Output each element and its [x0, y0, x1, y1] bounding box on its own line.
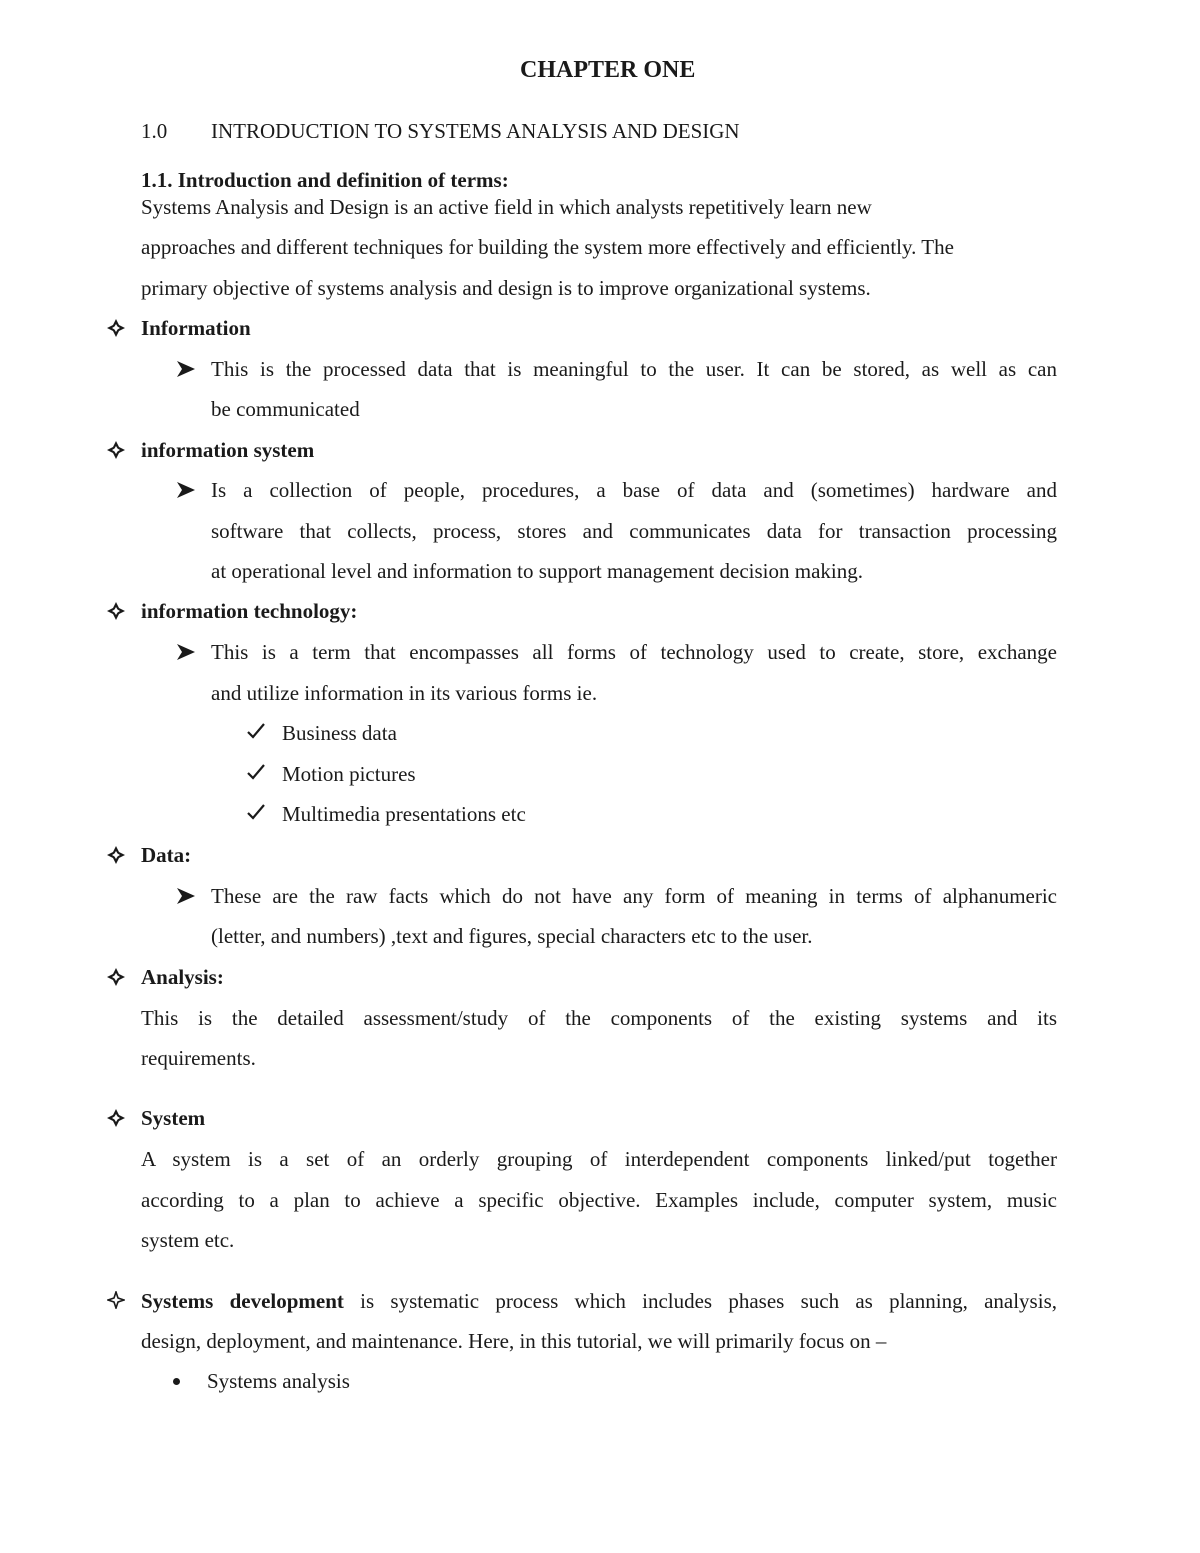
information-system-line-1: Is a collection of people, procedures, a base of data and (sometimes) hardware and [211, 478, 1057, 502]
bullet-dot-icon [173, 1378, 180, 1385]
checklist-item: Motion pictures [282, 762, 416, 786]
term-information-technology-title: information technology: [141, 599, 358, 623]
diamond-bullet-icon [107, 1109, 125, 1127]
section-number: 1.0 [141, 119, 168, 143]
term-analysis-title: Analysis: [141, 965, 224, 989]
intro-line-1: Systems Analysis and Design is an active field in which analysts repetitively learn new [141, 195, 872, 219]
diamond-bullet-icon [107, 319, 125, 337]
system-line-3: system etc. [141, 1228, 235, 1252]
information-system-line-3: at operational level and information to support management decision making. [211, 559, 863, 583]
bullet-item: Systems analysis [207, 1369, 350, 1393]
information-line-2: be communicated [211, 397, 360, 421]
systems-development-line-2: design, deployment, and maintenance. Here, in this tutorial, we will primarily focus on – [141, 1329, 887, 1353]
term-system-title: System [141, 1106, 206, 1130]
hollow-diamond-bullet-icon [107, 1291, 125, 1309]
systems-development-term: Systems development [141, 1289, 344, 1313]
system-line-2: according to a plan to achieve a specific objective. Examples include, computer system, music [141, 1188, 1057, 1212]
section-title: INTRODUCTION TO SYSTEMS ANALYSIS AND DESIGN [211, 119, 740, 143]
arrow-bullet-icon [176, 643, 196, 661]
data-line-1: These are the raw facts which do not have any form of meaning in terms of alphanumeric [211, 884, 1057, 908]
intro-line-2: approaches and different techniques for building the system more effectively and efficiently. The [141, 235, 954, 259]
checklist-item: Multimedia presentations etc [282, 802, 526, 826]
diamond-bullet-icon [107, 441, 125, 459]
checkmark-icon [247, 764, 265, 780]
intro-line-3: primary objective of systems analysis and design is to improve organizational systems. [141, 276, 871, 300]
analysis-line-2: requirements. [141, 1046, 256, 1070]
systems-development-line-1 [141, 1289, 1057, 1313]
term-data-title: Data: [141, 843, 192, 867]
system-line-1: A system is a set of an orderly grouping of interdependent components linked/put together [141, 1147, 1057, 1171]
term-information-title: Information [141, 316, 251, 340]
information-line-1: This is the processed data that is meaningful to the user. It can be stored, as well as can [211, 357, 1057, 381]
analysis-line-1: This is the detailed assessment/study of the components of the existing systems and its [141, 1006, 1057, 1030]
systems-development-line-1-rest: is systematic process which includes phases such as planning, analysis, [343, 1289, 1057, 1313]
information-technology-line-2: and utilize information in its various forms ie. [211, 681, 598, 705]
information-technology-line-1: This is a term that encompasses all forms of technology used to create, store, exchange [211, 640, 1057, 664]
subsection-heading: 1.1. Introduction and definition of terms: [141, 168, 509, 192]
diamond-bullet-icon [107, 846, 125, 864]
diamond-bullet-icon [107, 602, 125, 620]
chapter-title: CHAPTER ONE [520, 57, 696, 83]
checkmark-icon [247, 804, 265, 820]
arrow-bullet-icon [176, 481, 196, 499]
arrow-bullet-icon [176, 887, 196, 905]
arrow-bullet-icon [176, 360, 196, 378]
term-information-system-title: information system [141, 438, 315, 462]
checkmark-icon [247, 723, 265, 739]
data-line-2: (letter, and numbers) ,text and figures, special characters etc to the user. [211, 924, 813, 948]
information-system-line-2: software that collects, process, stores and communicates data for transaction processing [211, 519, 1057, 543]
diamond-bullet-icon [107, 968, 125, 986]
checklist-item: Business data [282, 721, 397, 745]
